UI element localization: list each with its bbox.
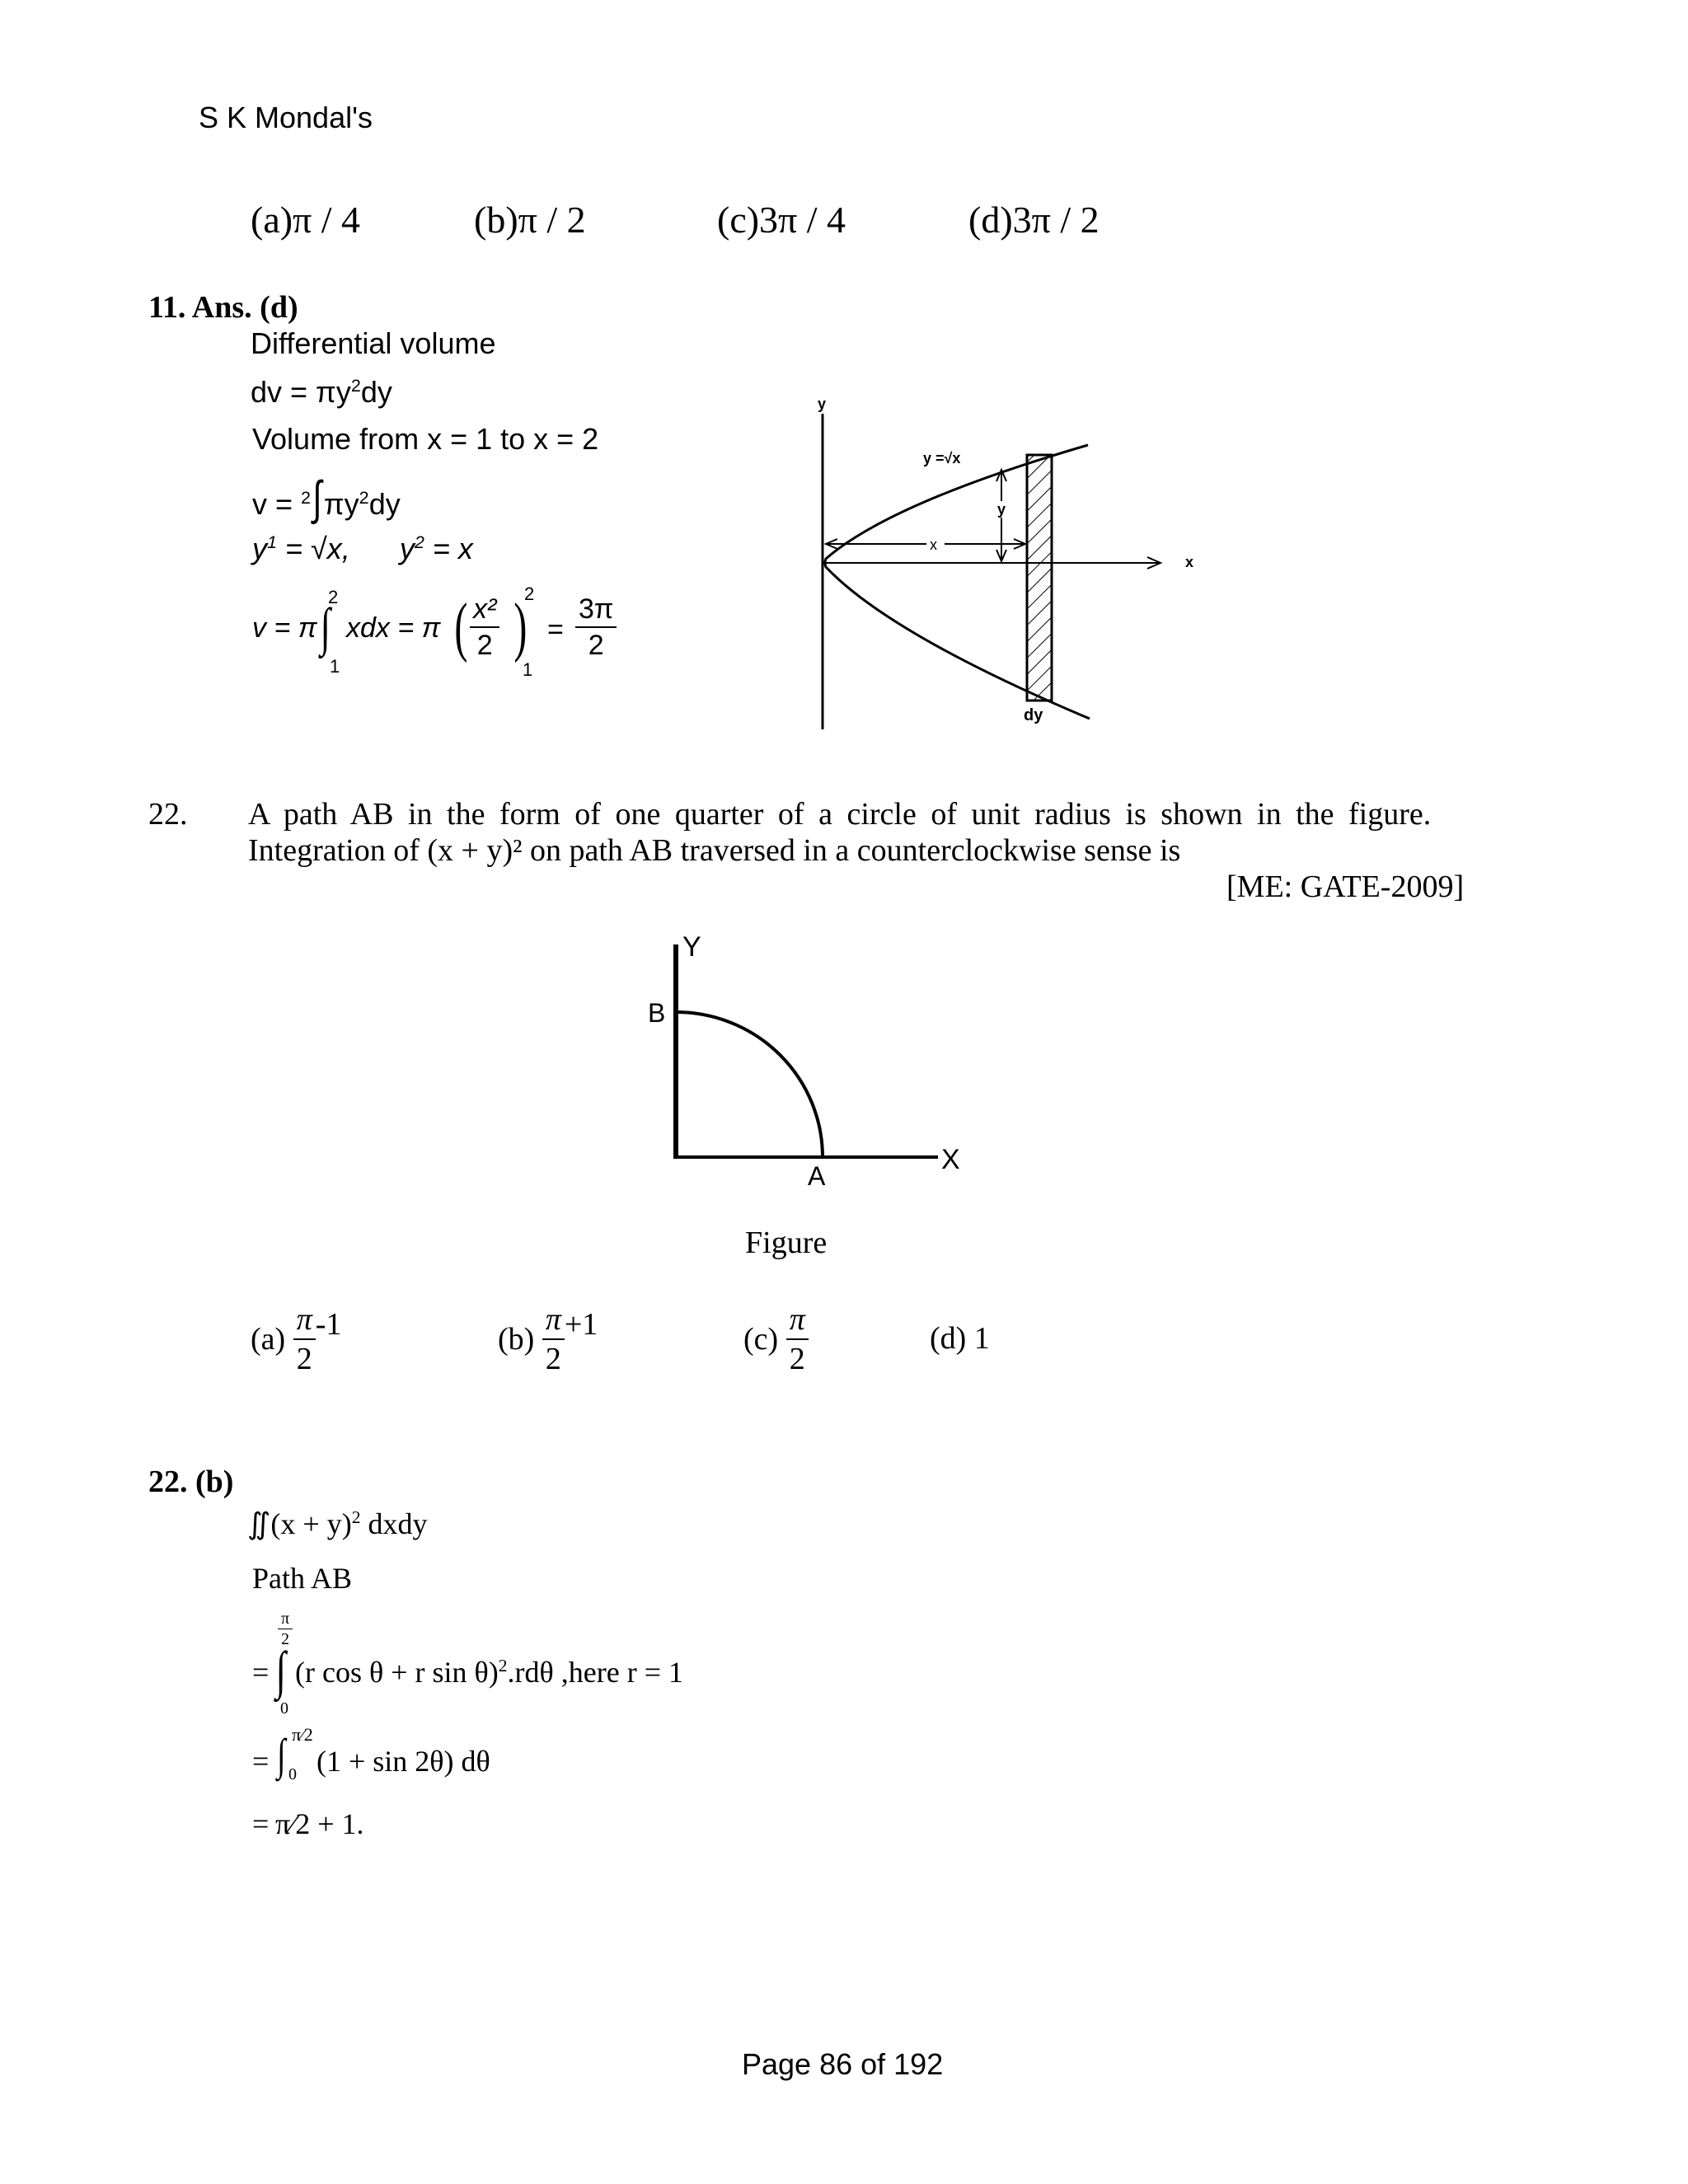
q22-number: 22. [148,797,188,832]
q22-text-line2: Integration of (x + y)² on path AB traversed in a counterclockwise sense is [248,833,1181,868]
point-b-label: B [648,998,666,1028]
dv-lhs: dv = πy [251,375,351,409]
point-a-label: A [808,1161,826,1191]
line6-integral: ∫ [320,598,331,656]
q22-option-c [743,1304,809,1375]
opt-c-label: (c) [743,1322,779,1357]
page-number: Page 86 of 192 [742,2047,944,2081]
double-integral: ∬ [247,1507,271,1540]
line4-lower: 0 [288,1765,297,1783]
v-lhs: v = [252,487,302,521]
figure-quarter-circle [635,931,981,1212]
answer22-heading: 22. (b) [148,1465,234,1499]
line5-body: π⁄2 + 1. [275,1807,364,1840]
line6-eq: = [547,614,564,645]
curve-label: y =√x [923,450,961,466]
arc-path-ab [676,1012,823,1157]
x-axis-label: X [941,1144,960,1175]
line6-res-num: 3π [575,595,617,628]
figure-paraboloid [791,387,1220,750]
answer11-heading: 11. Ans. (d) [148,290,298,325]
option-a: (a)π / 4 [251,199,361,241]
opt-b-num: π [542,1304,565,1340]
line4-eq: = [252,1745,270,1778]
v-upper: 2 [301,487,312,508]
line3-body-text: (r cos θ + r sin θ) [295,1656,499,1689]
line4-integral: ∫ [277,1730,286,1779]
opt-c-num: π [786,1304,809,1340]
y1-eq: = √x, [277,532,350,565]
answer11-line5 [252,532,473,566]
line6-pow: 2 [524,583,535,604]
line3-eq: = [252,1656,270,1689]
q22-option-b [498,1304,598,1375]
option-d: (d)3π / 2 [968,199,1100,241]
answer11-line2 [251,375,392,410]
x-axis-label: x [1185,554,1194,570]
q22-option-a [251,1304,341,1375]
v-tail: dy [368,487,401,521]
figure-caption: Figure [745,1226,828,1260]
line5-eq: = [252,1807,270,1840]
line3-sup: 2 [498,1656,508,1675]
y2: y [399,532,415,565]
line6-result [575,595,617,659]
line1-sup: 2 [351,1507,361,1527]
v-sup: 2 [359,487,369,508]
line3-tail: .rdθ ,here r = 1 [507,1656,684,1689]
opt-b-label: (b) [498,1322,535,1357]
line6-paren-close: ) [513,591,528,663]
line6-frac-num: x² [470,595,499,628]
answer22-line2: Path AB [252,1562,353,1595]
answer22-line1 [247,1507,427,1541]
line6-integrand: xdx = π [346,612,441,644]
y-dimension-label: y [997,501,1006,518]
line6-frac [470,595,499,659]
q22-option-d: (d) 1 [930,1321,990,1356]
line1-body: (x + y) [270,1507,352,1540]
dv-sup: 2 [350,375,361,396]
opt-b-tail: +1 [564,1307,598,1342]
opt-a-num: π [293,1304,316,1340]
integral-sign: ∫ [312,472,322,525]
line6-frac-den: 2 [476,630,493,661]
option-b: (b)π / 2 [474,199,586,241]
q22-text-line1: A path AB in the form of one quarter of a circle of unit radius is shown in the figure. [248,797,1432,832]
q22-source: [ME: GATE-2009] [1226,869,1465,904]
opt-a-tail: -1 [315,1307,342,1342]
option-c: (c)3π / 4 [717,199,846,241]
dv-rhs: dy [360,375,392,409]
y1: y [252,532,267,565]
line3-upper-num: π [278,1610,293,1629]
line6-upper: 2 [328,587,339,607]
opt-a-den: 2 [296,1342,312,1376]
line1-tail: dxdy [360,1507,428,1540]
x-dimension-label: x [930,537,937,553]
y2-sup: 2 [414,532,424,552]
line6-paren-open: ( [454,591,468,663]
line3-lower: 0 [280,1699,288,1718]
line4-upper: π⁄2 [292,1724,313,1745]
opt-b-den: 2 [545,1342,561,1376]
line3-upper-den: 2 [281,1630,290,1648]
answer11-line3: Volume from x = 1 to x = 2 [252,422,599,456]
line6-lower: 1 [330,656,340,677]
opt-a-label: (a) [251,1322,286,1357]
line3-integral: ∫ [275,1641,286,1699]
hatched-strip [1027,455,1052,701]
dy-label: dy [1024,706,1043,724]
y-axis-label: y [818,396,827,412]
line6-v: v = π [252,612,317,644]
opt-c-den: 2 [789,1342,805,1376]
y1-sup: 1 [267,532,278,552]
v-body: πy [323,487,359,521]
answer11-line1: Differential volume [251,326,496,360]
line4-body: (1 + sin 2θ) dθ [316,1745,490,1778]
line3-body [295,1655,683,1690]
y2-eq: = x [424,532,473,565]
y-axis-label: Y [682,931,701,963]
answer11-line4 [252,471,401,526]
header-author: S K Mondal's [199,101,373,134]
line6-sub: 1 [523,659,533,680]
line6-res-den: 2 [588,630,604,661]
